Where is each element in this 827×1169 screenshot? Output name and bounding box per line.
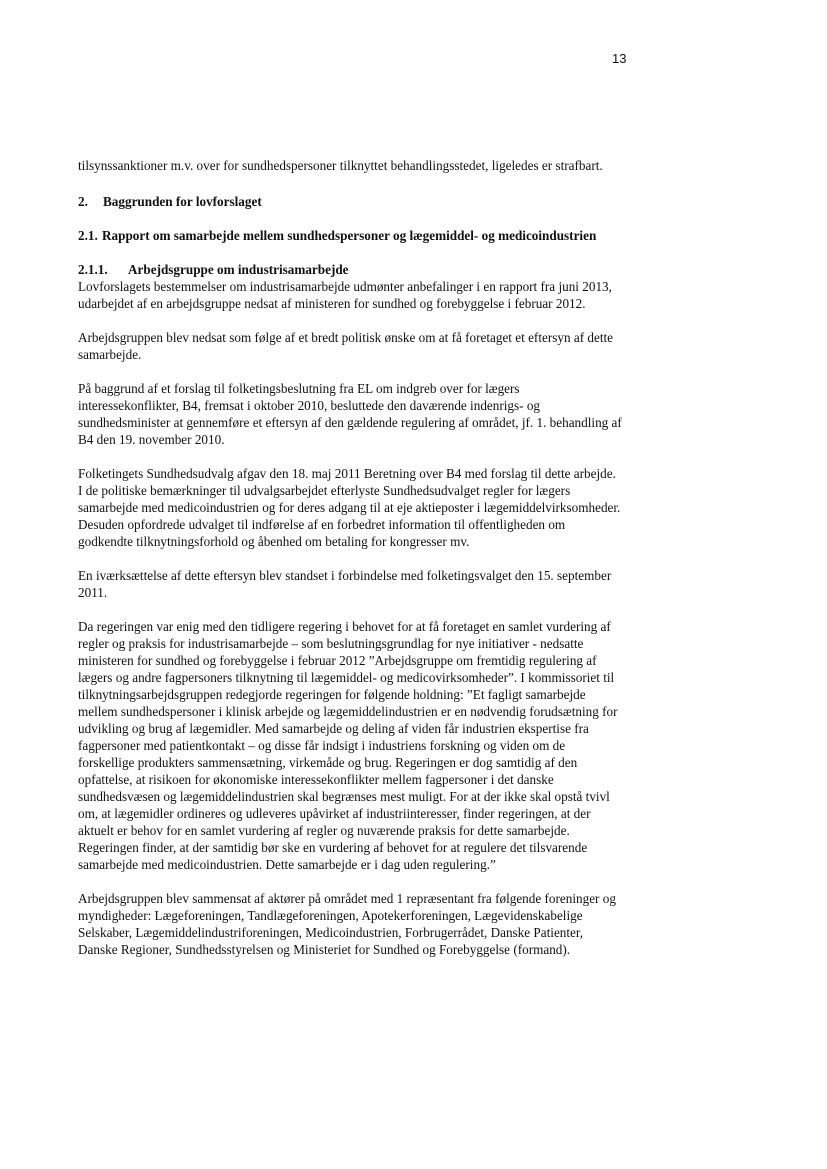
section-heading-2 [78,193,623,210]
paragraph: Lovforslagets bestemmelser om industrisamarbejde udmønter anbefalinger i en rapport fra juni 2013, udarbejdet af en arbejdsgruppe nedsat af ministeren for sundhed og forebyggelse i februar 2012. [78,279,612,311]
document-body [78,157,623,975]
section-title: Arbejdsgruppe om industrisamarbejde [128,262,349,277]
paragraph: Folketingets Sundhedsudvalg afgav den 18. maj 2011 Beretning over B4 med forslag til dette arbejde. I de politiske bemærkninger til udvalgsarbejdet efterlyste Sundhedsudvalget regler for lægers samarbejde med medicoindustrien og for deres adgang til at eje aktieposter i lægemiddelvirksomheder. Desuden opfordrede udvalget til indførelse af en forbedret information til offentligheden om godkendte tilknytningsforhold og åbenhed om betaling for kongresser mv. [78,466,621,549]
paragraph: Arbejdsgruppen blev sammensat af aktører på området med 1 repræsentant fra følgende foreninger og myndigheder: Lægeforeningen, Tandlægeforeningen, Apotekerforeningen, Lægevidenskabelige Selskaber, Lægemiddelindustriforeningen, Medicoindustrien, Forbrugerrådet, Danske Patienter, Danske Regioner, Sundhedsstyrelsen og Ministeriet for Sundhed og Forebyggelse (formand). [78,891,616,957]
page-number: 13 [612,51,627,66]
section-heading-2-1-1 [78,261,623,278]
paragraph: På baggrund af et forslag til folketingsbeslutning fra EL om indgreb over for lægers interessekonflikter, B4, fremsat i oktober 2010, besluttede den daværende indenrigs- og sundhedsminister at gennemføre et eftersyn af den gældende regulering af området, jf. 1. behandling af B4 den 19. november 2010. [78,381,622,447]
section-title: Baggrunden for lovforslaget [103,194,262,209]
intro-continuation: tilsynssanktioner m.v. over for sundhedspersoner tilknyttet behandlingsstedet, ligeledes er strafbart. [78,158,603,173]
section-heading-2-1 [78,227,623,244]
paragraph: Da regeringen var enig med den tidligere regering i behovet for at få foretaget en samlet vurdering af regler og praksis for industrisamarbejde – som beslutningsgrundlag for nye initiativer - nedsatte ministeren for sundhed og forebyggelse i februar 2012 ”Arbejdsgruppe om fremtidig regulering af lægers og andre fagpersoners tilknytning til lægemiddel- og medicovirksomheder”. I kommissoriet til tilknytningsarbejdsgruppen redegjorde regeringen for følgende holdning: ”Et fagligt samarbejde mellem sundhedspersoner i klinisk arbejde og lægemiddelindustrien er en nødvendig forudsætning for udvikling og brug af lægemidler. Med samarbejde og deling af viden får industrien ekspertise fra fagpersoner med patientkontakt – og disse får indsigt i industriens forskning og viden om de forskellige produkters sammensætning, virkemåde og brug. Regeringen er dog samtidig af den opfattelse, at risikoen for økonomiske interessekonflikter mellem fagpersoner i det danske sundhedsvæsen og lægemiddelindustrien skal begrænses mest muligt. For at der ikke skal opstå tvivl om, at lægemidler ordineres og udleveres upåvirket af industriinteresser, finder regeringen, at der aktuelt er behov for en samlet vurdering af regler og nuværende praksis for dette samarbejde. Regeringen finder, at der samtidig bør ske en vurdering af behovet for at regulere det tilsvarende samarbejde med medicoindustrien. Dette samarbejde er i dag uden regulering.” [78,619,618,872]
paragraph: En iværksættelse af dette eftersyn blev standset i forbindelse med folketingsvalget den 15. september 2011. [78,568,612,600]
paragraph: Arbejdsgruppen blev nedsat som følge af et bredt politisk ønske om at få foretaget et eftersyn af dette samarbejde. [78,330,614,362]
section-number: 2.1.1. [78,262,108,277]
section-number: 2.1. [78,228,98,243]
section-number: 2. [78,194,88,209]
section-title: Rapport om samarbejde mellem sundhedspersoner og lægemiddel- og medicoindustrien [102,228,597,243]
